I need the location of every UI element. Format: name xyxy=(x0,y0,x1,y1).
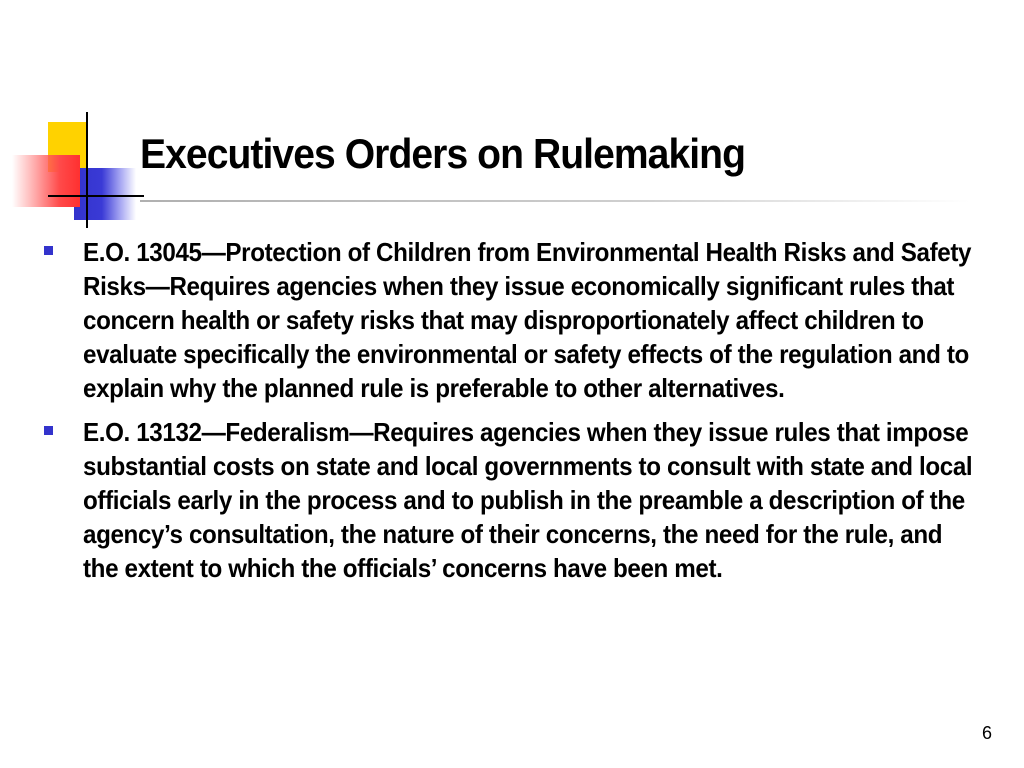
blue-square-decoration xyxy=(74,168,136,220)
horizontal-line-decoration xyxy=(48,195,144,197)
red-square-decoration xyxy=(12,155,80,207)
page-number: 6 xyxy=(981,723,992,743)
square-bullet-icon xyxy=(44,246,53,255)
bullet-list xyxy=(44,235,984,595)
square-bullet-icon xyxy=(44,426,53,435)
title-underline-rule xyxy=(140,200,970,202)
decorative-squares-logo xyxy=(0,0,140,240)
bullet-text: E.O. 13132—Federalism—Requires agencies when they issue rules that impose substantial costs on state and local governments to consult with state and local officials early in the process and to publish in the preamble a description of the agency’s consultation, the nature of their concerns, the need for the rule, and the extent to which the officials’ concerns have been met. xyxy=(83,417,973,583)
vertical-line-decoration xyxy=(86,112,88,228)
bullet-text: E.O. 13045—Protection of Children from Environmental Health Risks and Safety Risks—Requires agencies when they issue economically significant rules that concern health or safety risks that may disproportionately affect children to evaluate specifically the environmental or safety effects of the regulation and to explain why the planned rule is preferable to other alternatives. xyxy=(83,237,972,403)
bullet-item xyxy=(44,235,984,405)
slide-title: Executives Orders on Rulemaking xyxy=(140,130,746,177)
bullet-item xyxy=(44,415,984,585)
